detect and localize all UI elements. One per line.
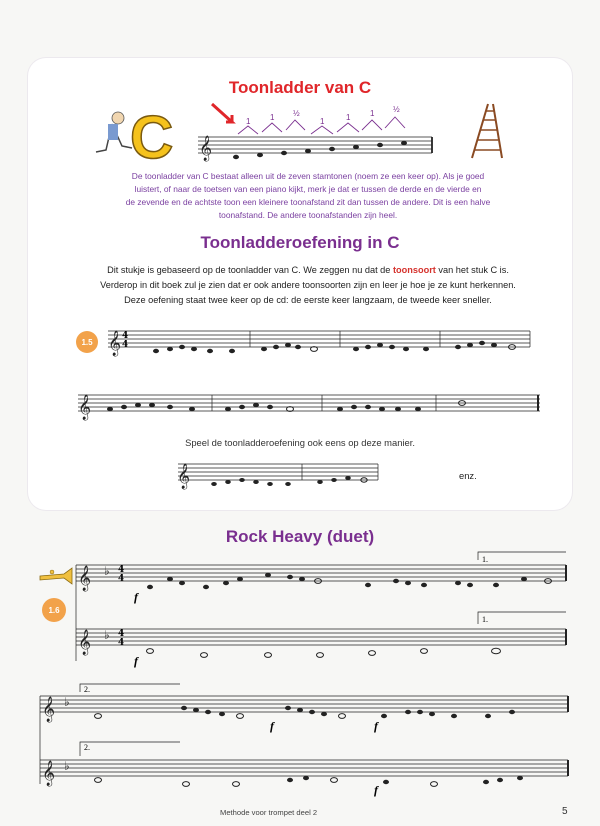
scale-staff — [198, 137, 432, 153]
footer-text: Methode voor trompet deel 2 — [220, 808, 318, 817]
section-title-scale: Toonladder van C — [228, 78, 372, 97]
flat-icon: ♭ — [104, 564, 110, 578]
time-sig-top: 4 — [118, 629, 125, 639]
treble-clef-icon: 𝄞 — [78, 566, 92, 591]
step-label: ½ — [393, 105, 400, 114]
step-label: ½ — [293, 109, 300, 118]
line1-post: van het stuk C is. — [438, 265, 509, 275]
ladder-illustration — [472, 104, 502, 158]
step-label: 1 — [320, 117, 325, 126]
page-number: 5 — [562, 806, 568, 817]
time-sig-bottom: 4 — [118, 638, 125, 648]
interval-labels — [246, 105, 400, 126]
treble-clef-icon: 𝄞 — [78, 630, 92, 655]
flat-icon: ♭ — [64, 759, 70, 773]
track-badge-1-6: 1.6 — [42, 598, 66, 622]
notes-row2 — [107, 401, 466, 412]
scale-notes — [233, 141, 407, 159]
trumpet-icon — [40, 568, 72, 584]
duet-notes-2b — [95, 776, 524, 787]
step-label: 1 — [370, 109, 375, 118]
step-label: 1 — [346, 113, 351, 122]
red-arrow-icon — [212, 104, 232, 122]
duet-staff-2a — [40, 684, 568, 784]
dynamic-f: f — [270, 719, 274, 733]
volta-2: 2. — [84, 685, 90, 694]
flat-icon: ♭ — [64, 695, 70, 709]
dynamic-f: f — [374, 719, 378, 733]
duet-staff-2b — [40, 742, 568, 776]
exercise-staff-2 — [78, 395, 540, 411]
line3: Deze oefening staat twee keer op de cd: de eerste keer langzaam, de tweede keer sneller. — [124, 295, 492, 305]
treble-clef-icon: 𝄞 — [78, 395, 92, 420]
volta-2: 2. — [84, 743, 90, 752]
time-sig-bottom: 4 — [118, 574, 125, 584]
exercise-staff-1 — [108, 331, 530, 347]
section-title-exercise: Toonladderoefening in C — [200, 233, 400, 252]
time-sig-bottom: 4 — [122, 340, 129, 350]
duet-staff-1b — [76, 612, 566, 645]
treble-clef-icon: 𝄞 — [177, 464, 191, 489]
line2: Verderop in dit boek zul je zien dat er ook andere toonsoorten zijn en leer je hoe je ze kunt herkennen. — [100, 280, 516, 290]
time-sig-top: 4 — [122, 331, 129, 341]
letter-c-illustration — [96, 104, 173, 171]
step-label: 1 — [270, 113, 275, 122]
exercise-description — [58, 263, 558, 308]
step-label: 1 — [246, 117, 251, 126]
duet-notes-1b — [147, 648, 501, 657]
treble-clef-icon: 𝄞 — [108, 331, 122, 356]
notes-variant — [211, 476, 367, 486]
dynamic-f: f — [134, 654, 138, 668]
highlight-toonsoort: toonsoort — [392, 265, 436, 275]
dynamic-f: f — [134, 590, 138, 604]
enz-label: enz. — [459, 470, 477, 481]
line1-pre: Dit stukje is gebaseerd op de toonladder van C. We zeggen nu dat de — [107, 265, 391, 275]
treble-clef-icon: 𝄞 — [42, 697, 56, 722]
letter-c: C — [130, 104, 174, 171]
para-line: De toonladder van C bestaat alleen uit de zeven stamtonen (noem ze een keer op). Als je goed — [131, 171, 485, 181]
para-line: de zevende en de achtste toon een kleinere toonafstand zit dan tussen de andere. Dit is een halve — [125, 197, 491, 207]
volta-1: 1. — [482, 555, 488, 564]
para-line: toonafstand. De andere toonafstanden zijn heel. — [218, 210, 398, 220]
treble-clef-icon: 𝄞 — [42, 761, 56, 786]
section-title-duet: Rock Heavy (duet) — [225, 527, 375, 546]
treble-clef-icon: 𝄞 — [199, 136, 213, 161]
track-badge-1-5: 1.5 — [76, 331, 98, 353]
variant-caption: Speel de toonladderoefening ook eens op deze manier. — [185, 437, 415, 448]
flat-icon: ♭ — [104, 628, 110, 642]
para-line: luistert, of naar de toetsen van een piano kijkt, merk je dat er tussen de derde en de vierde en — [134, 184, 482, 194]
volta-1: 1. — [482, 615, 488, 624]
time-sig-top: 4 — [118, 565, 125, 575]
dynamic-f: f — [374, 783, 378, 797]
scale-description — [58, 170, 558, 222]
